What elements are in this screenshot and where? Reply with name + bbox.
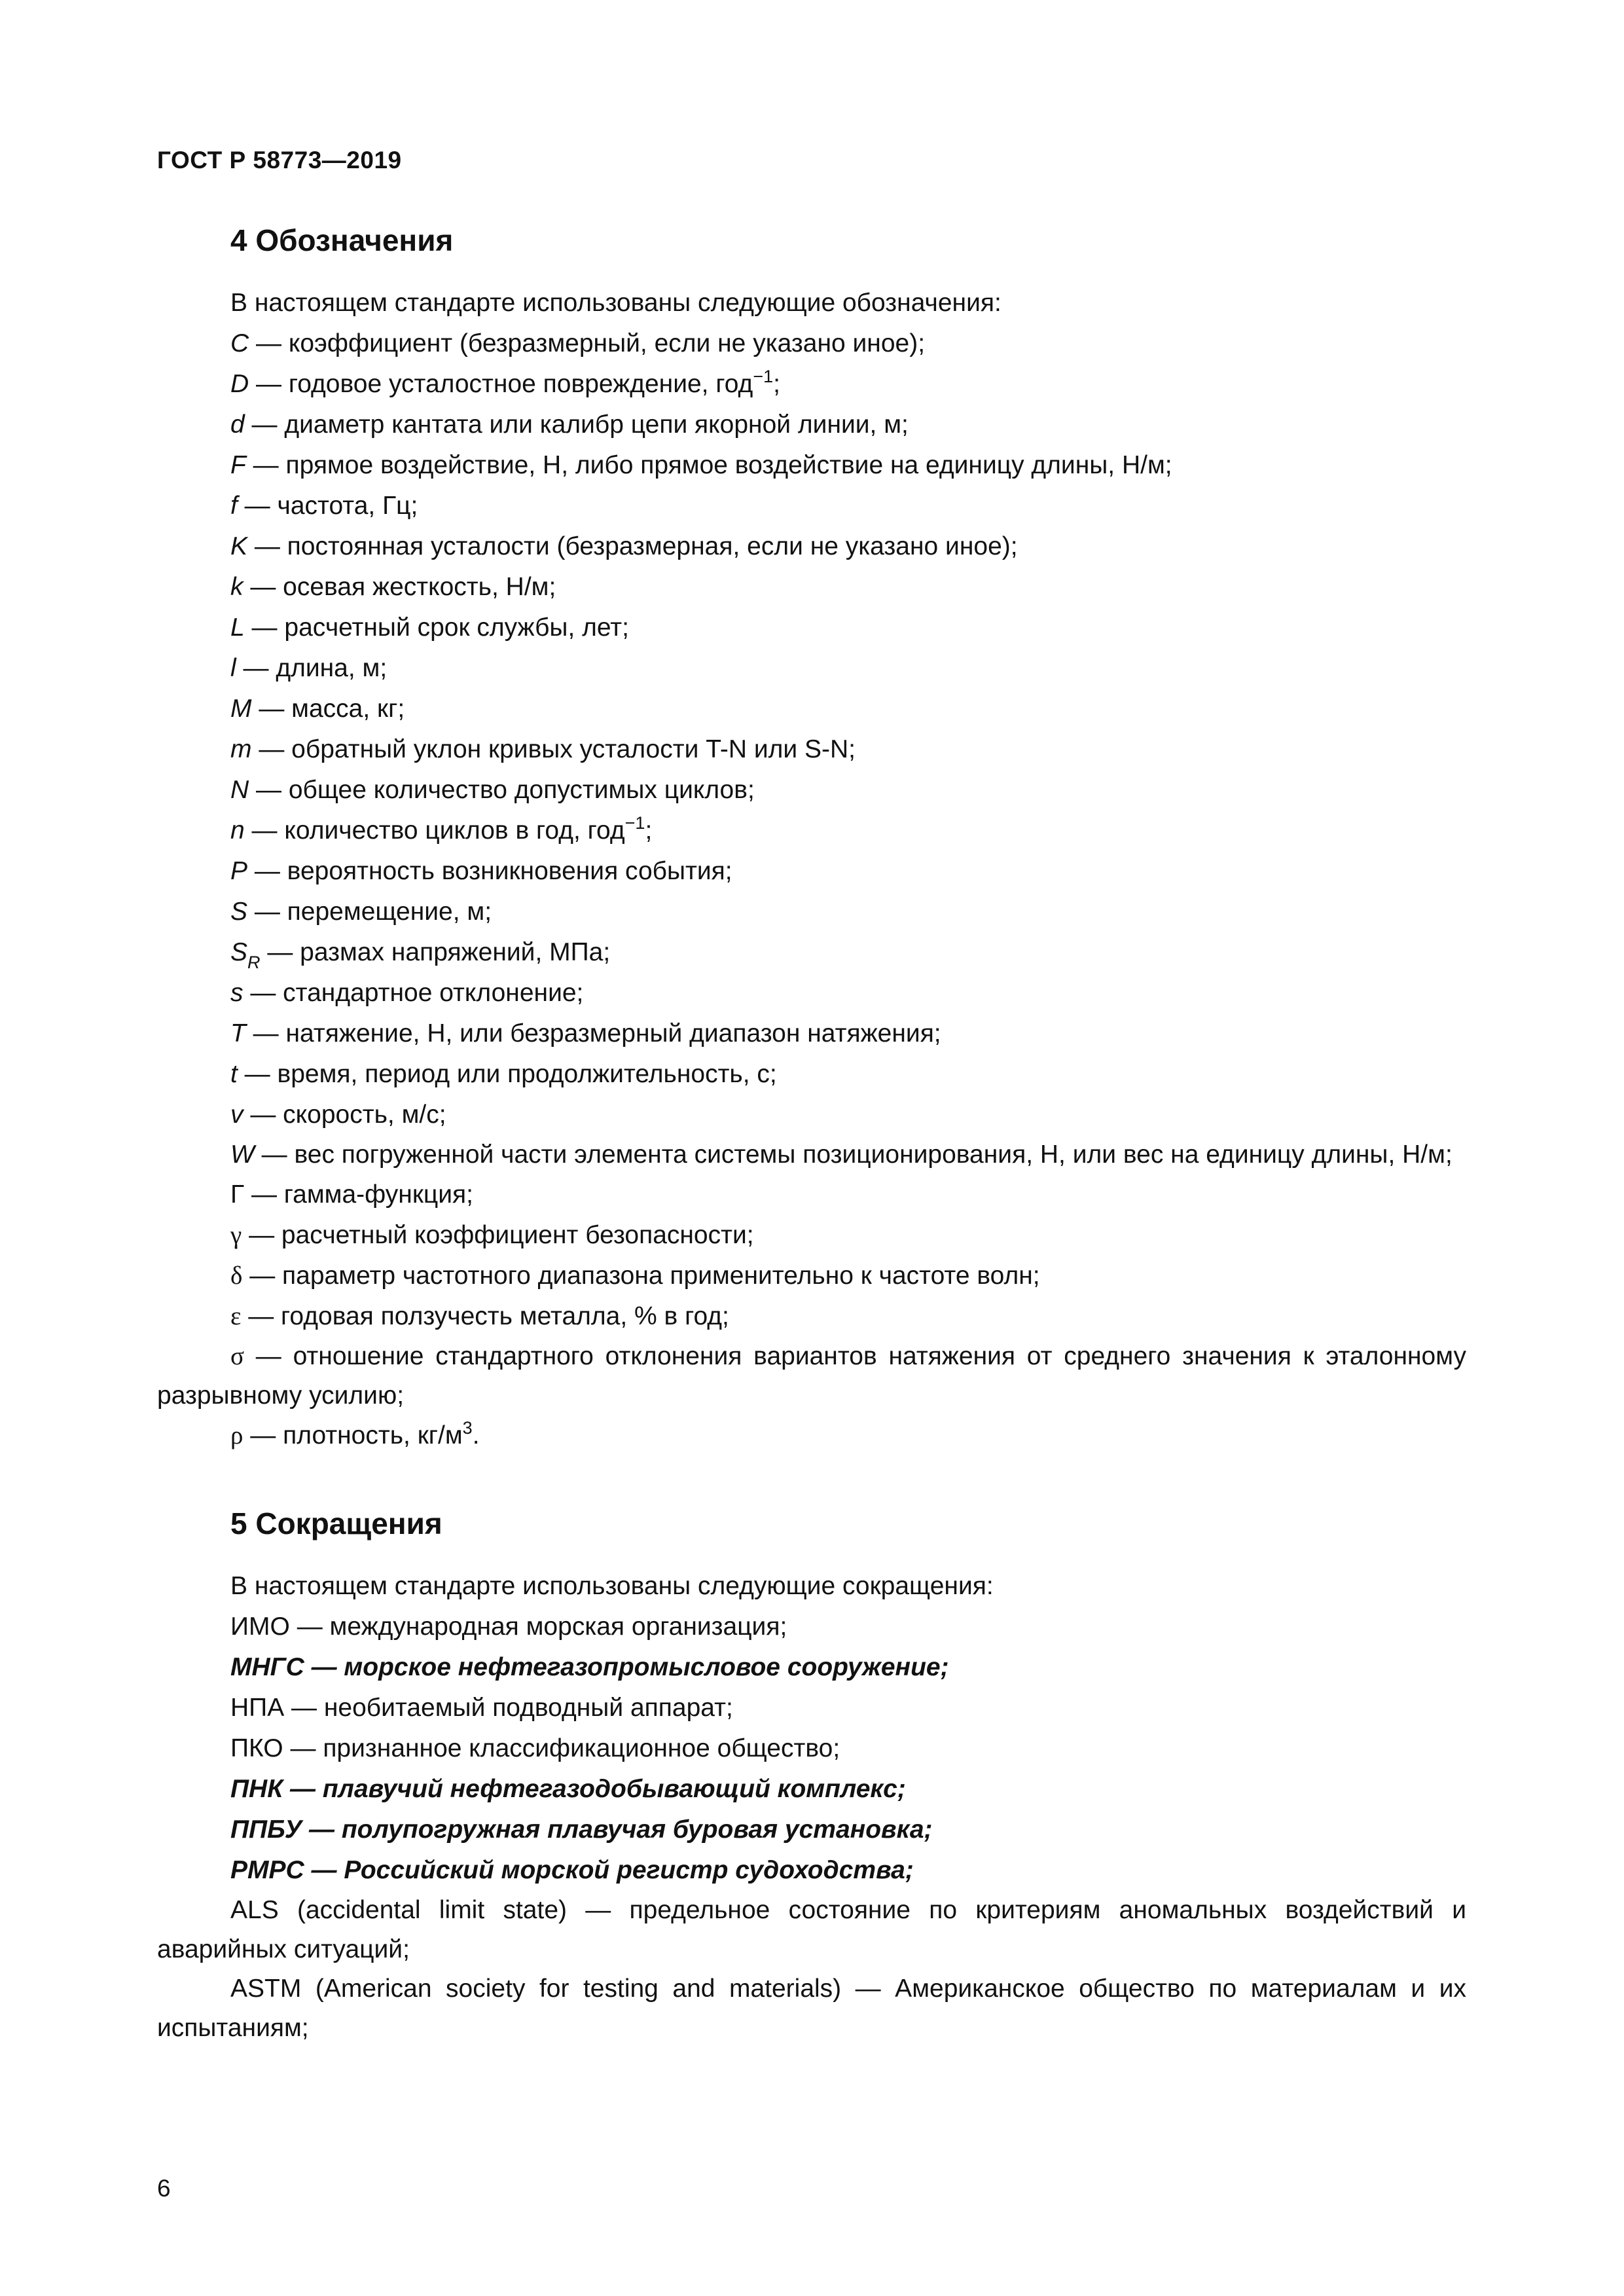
abbreviation-item: ПНК — плавучий нефтегазодобывающий комплекс;	[230, 1775, 906, 1803]
notation-symbol: f	[230, 492, 238, 520]
abbreviation-intro: В настоящем стандарте использованы следующие сокращения:	[230, 1572, 994, 1600]
notation-symbol: S	[230, 898, 248, 926]
notation-item: f — частота, Гц;	[230, 492, 418, 520]
notation-item: T — натяжение, Н, или безразмерный диапазон натяжения;	[230, 1019, 941, 1048]
page-number: 6	[157, 2175, 171, 2202]
notation-symbol: C	[230, 329, 249, 357]
notation-item: σ — отношение стандартного отклонения вариантов натяжения от среднего значения к эталонному разрывному усилию;	[157, 1342, 1466, 1410]
notation-symbol: W	[230, 1140, 255, 1169]
notation-symbol: δ	[230, 1262, 243, 1290]
section-4-title: 4 Обозначения	[230, 223, 454, 257]
notation-item: F — прямое воздействие, Н, либо прямое воздействие на единицу длины, Н/м;	[230, 451, 1172, 479]
notation-symbol: K	[230, 532, 248, 560]
notation-symbol: S	[230, 938, 248, 966]
abbreviation-item: РМРС — Российский морской регистр судоходства;	[230, 1856, 914, 1884]
abbreviation-item: ПКО — признанное классификационное общество;	[230, 1734, 840, 1762]
section-5-title: 5 Сокращения	[230, 1506, 442, 1540]
notation-item: ρ — плотность, $кг/м^3$.	[230, 1418, 480, 1449]
notation-symbol: M	[230, 695, 252, 723]
abbreviation-item: ALS (accidental limit state) — предельное состояние по критериям аномальных воздействий и аварийных ситуаций;	[157, 1896, 1466, 1963]
notation-item: N — общее количество допустимых циклов;	[230, 776, 755, 804]
notation-item: Г — гамма-функция;	[230, 1180, 473, 1209]
notation-symbol: Г	[230, 1180, 245, 1209]
notation-symbol: L	[230, 613, 245, 642]
abbreviation-item: ИМО — международная морская организация;	[230, 1613, 787, 1641]
notation-symbol: D	[230, 370, 249, 398]
notation-symbol: ρ	[230, 1421, 244, 1449]
notation-item: t — время, период или продолжительность, с;	[230, 1060, 777, 1088]
notation-symbol: k	[230, 573, 244, 601]
notation-symbol: ε	[230, 1302, 242, 1330]
notation-item: D — годовое усталостное повреждение, год$^{-1}$;	[230, 367, 780, 398]
notation-symbol: n	[230, 816, 245, 845]
notation-list	[157, 283, 1466, 1456]
notation-item: n — количество циклов в год, год$^{-1}$;	[230, 813, 653, 845]
notation-item: S — перемещение, м;	[230, 898, 492, 926]
notation-item: $S_R$ — размах напряжений, МПа;	[230, 938, 611, 972]
notation-symbol: d	[230, 410, 245, 439]
notation-item: k — осевая жесткость, Н/м;	[230, 573, 556, 601]
notation-symbol: s	[230, 979, 244, 1007]
notation-item: L — расчетный срок службы, лет;	[230, 613, 629, 642]
notation-item: ε — годовая ползучесть металла, % в год;	[230, 1302, 729, 1330]
notation-intro: В настоящем стандарте использованы следующие обозначения:	[230, 289, 1001, 317]
document-header: ГОСТ Р 58773—2019	[157, 147, 402, 173]
notation-symbol: γ	[230, 1221, 242, 1249]
notation-item: C — коэффициент (безразмерный, если не указано иное);	[230, 329, 926, 357]
notation-symbol: l	[230, 654, 236, 682]
notation-item: d — диаметр кантата или калибр цепи якорной линии, м;	[230, 410, 909, 439]
abbreviation-item: МНГС — морское нефтегазопромысловое сооружение;	[230, 1653, 949, 1681]
notation-item: l — длина, м;	[230, 654, 388, 682]
notation-item: M — масса, кг;	[230, 695, 405, 723]
abbreviation-list	[157, 1566, 1466, 2048]
abbreviation-item: ППБУ — полупогружная плавучая буровая установка;	[230, 1815, 933, 1844]
notation-item: K — постоянная усталости (безразмерная, если не указано иное);	[230, 532, 1018, 560]
notation-item: δ — параметр частотного диапазона применительно к частоте волн;	[230, 1262, 1040, 1290]
notation-item: W — вес погруженной части элемента системы позиционирования, Н, или вес на единицу длины, Н/м;	[230, 1140, 1453, 1169]
notation-item: v — скорость, м/с;	[230, 1101, 446, 1129]
notation-item: s — стандартное отклонение;	[230, 979, 584, 1007]
notation-item: m — обратный уклон кривых усталости T-N или S-N;	[230, 735, 856, 763]
notation-symbol: F	[230, 451, 246, 479]
notation-item: P — вероятность возникновения события;	[230, 857, 732, 885]
notation-symbol: P	[230, 857, 248, 885]
notation-item: γ — расчетный коэффициент безопасности;	[230, 1221, 754, 1249]
abbreviation-item: ASTM (American society for testing and materials) — Американское общество по материалам и их испытаниям;	[157, 1975, 1466, 2042]
notation-symbol: t	[230, 1060, 238, 1088]
notation-symbol: σ	[230, 1342, 245, 1370]
abbreviation-item: НПА — необитаемый подводный аппарат;	[230, 1694, 733, 1722]
notation-symbol: m	[230, 735, 252, 763]
notation-symbol: v	[230, 1101, 244, 1129]
notation-symbol: T	[230, 1019, 246, 1048]
notation-symbol: N	[230, 776, 249, 804]
